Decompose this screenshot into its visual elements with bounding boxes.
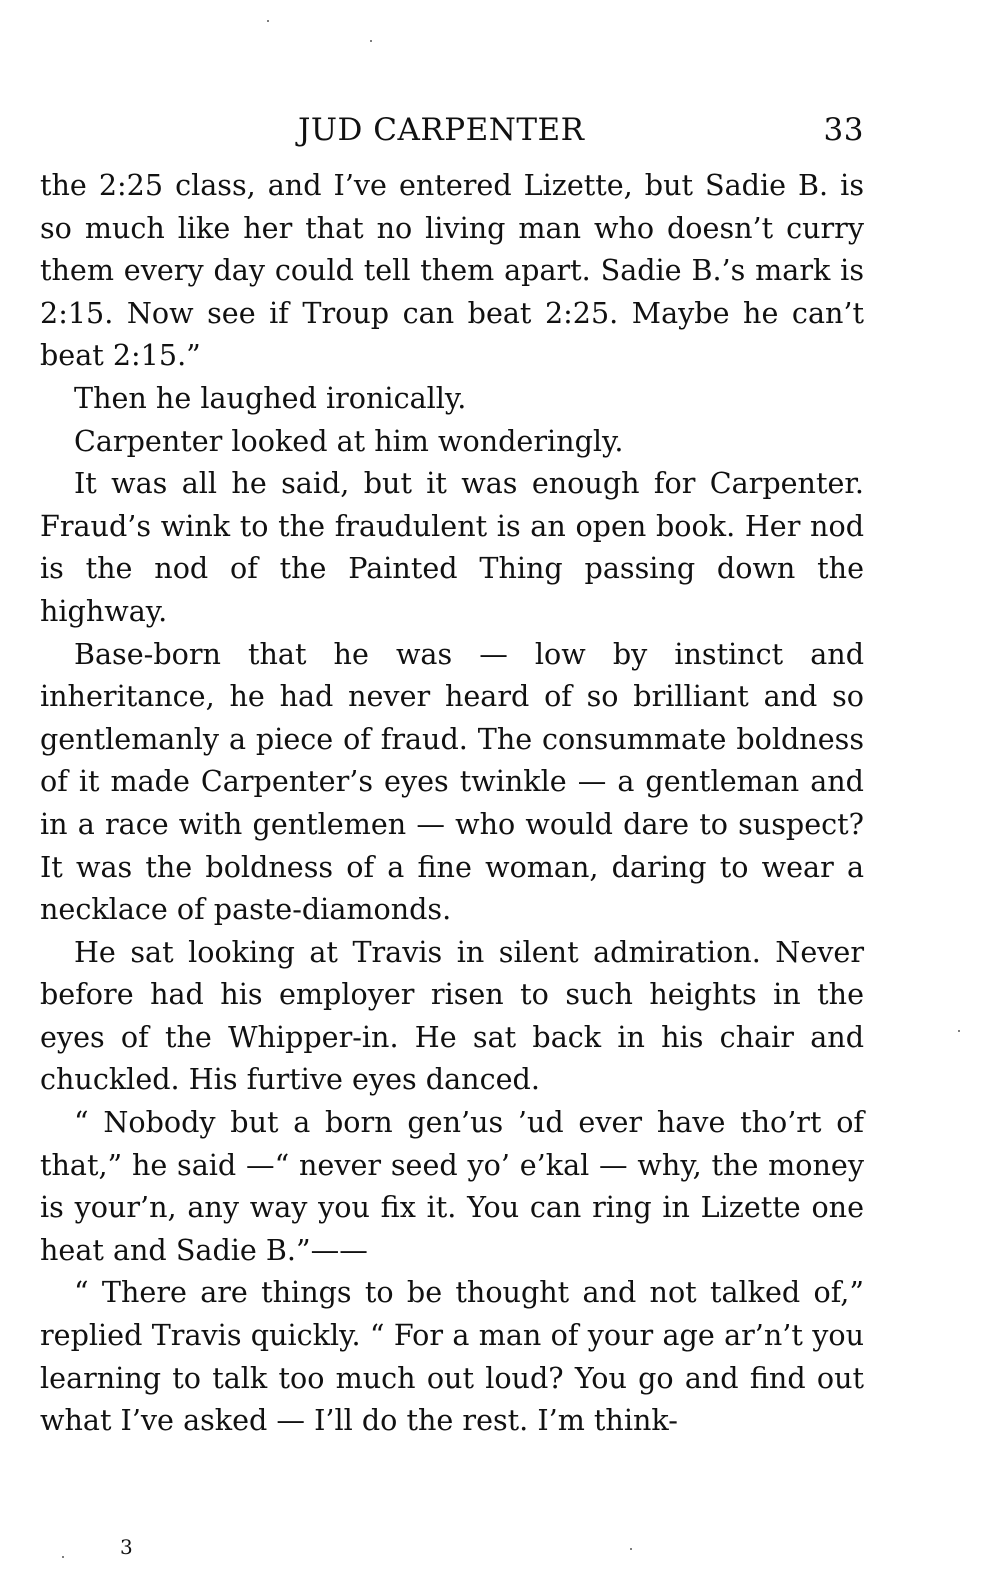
page-header: [40, 108, 864, 164]
page-number: 33: [823, 112, 864, 148]
signature-mark: 3: [120, 1535, 133, 1559]
paper-speck: [958, 1030, 960, 1032]
paragraph: Carpenter looked at him wonderingly.: [74, 423, 624, 458]
paper-speck: [630, 1548, 632, 1550]
paragraph: “ There are things to be thought and not talked of,” replied Travis quickly. “ For a man of your age ar’n’t you learning to talk too much out loud? You go and find out what I’ve asked — I’ll do the rest. I’m think-: [40, 1275, 864, 1438]
paragraph: Base-born that he was — low by instinct and inheritance, he had never heard of so brilliant and so gentlemanly a piece of fraud. The consummate boldness of it made Carpenter’s eyes twinkle — a gentleman and in a race with gentlemen — who would dare to suspect? It was the boldness of a fine woman, daring to wear a necklace of paste-diamonds.: [40, 636, 864, 927]
paragraph: It was all he said, but it was enough for Carpenter. Fraud’s wink to the fraudulent is an open book. Her nod is the nod of the Painted Thing passing down the highway.: [40, 466, 864, 628]
paragraph: He sat looking at Travis in silent admiration. Never before had his employer risen to such heights in the eyes of the Whipper-in. He sat back in his chair and chuckled. His furtive eyes danced.: [40, 934, 864, 1097]
paper-speck: [370, 40, 372, 42]
paragraph: “ Nobody but a born gen’us ’ud ever have tho’rt of that,” he said —“ never seed yo’ e’kal — why, the money is your’n, any way you fix it. You can ring in Lizette one heat and Sadie B.”——: [40, 1105, 864, 1267]
body-text: [40, 164, 864, 1442]
paper-speck: [267, 20, 269, 22]
book-page: [40, 108, 864, 1442]
running-title: JUD CARPENTER: [298, 112, 585, 148]
paragraph: the 2:25 class, and I’ve entered Lizette, but Sadie B. is so much like her that no living man who doesn’t curry them every day could tell them apart. Sadie B.’s mark is 2:15. Now see if Troup can beat 2:25. Maybe he can’t beat 2:15.”: [40, 168, 864, 373]
paper-speck: [62, 1556, 64, 1558]
paragraph: Then he laughed ironically.: [74, 380, 467, 415]
